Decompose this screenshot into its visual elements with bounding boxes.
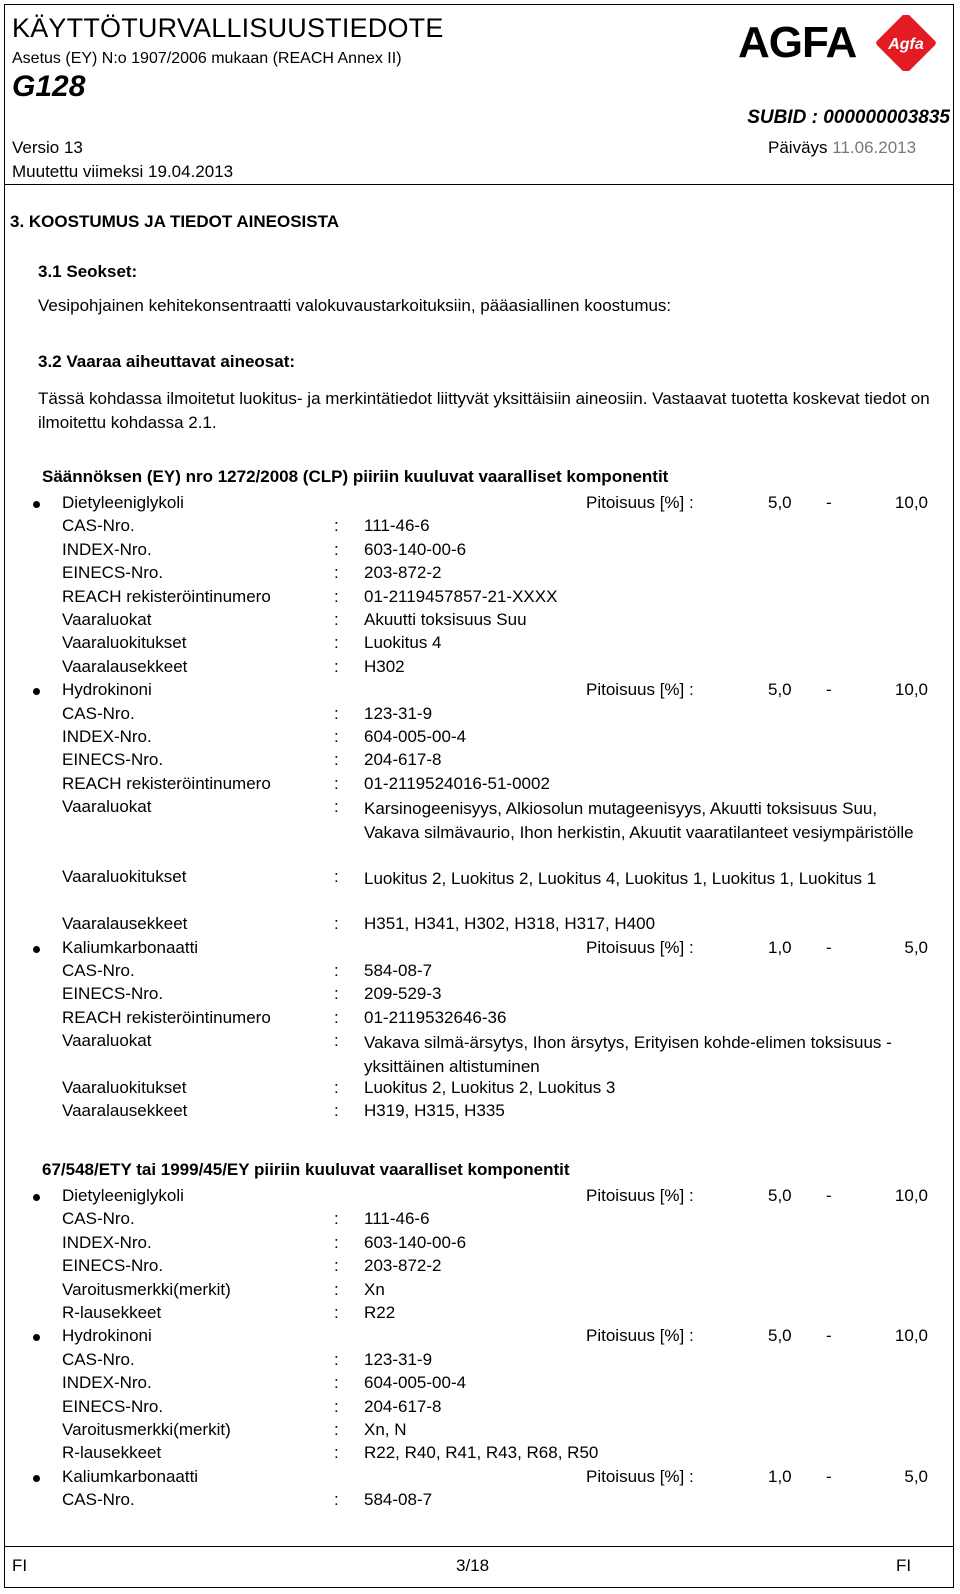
component-row [0,1326,960,1349]
property-row [0,1490,960,1513]
property-value: 111-46-6 [364,516,430,536]
concentration-low: 5,0 [768,1326,792,1346]
property-label: CAS-Nro. [62,703,135,723]
agfa-logo-text: AGFA [738,18,857,67]
property-colon: : [334,961,339,980]
property-colon: : [334,703,339,723]
concentration-label: Pitoisuus [%] : [586,680,694,700]
document-title: KÄYTTÖTURVALLISUUSTIEDOTE [12,13,444,43]
property-value: 584-08-7 [364,1490,433,1510]
property-row [0,633,960,656]
property-value: Luokitus 4 [364,633,442,653]
component-name: Hydrokinoni [62,1326,152,1346]
property-label: Vaaralausekkeet [62,656,188,676]
property-label: CAS-Nro. [62,1209,135,1229]
property-colon: : [334,1279,339,1299]
concentration-label: Pitoisuus [%] : [586,1326,694,1346]
concentration-high: 5,0 [904,1466,928,1486]
bullet-icon [33,946,40,953]
property-value: 01-2119457857-21-XXXX [364,586,558,606]
page-number: 3/18 [456,1556,490,1575]
subsection-heading-mixtures: 3.1 Seokset: [38,262,138,281]
property-row [0,750,960,773]
bullet-icon [33,1475,40,1482]
property-row [0,961,960,984]
property-row [0,797,960,867]
property-colon: : [334,1396,339,1416]
concentration-low: 1,0 [768,1466,792,1486]
property-label: EINECS-Nro. [62,984,164,1004]
property-value: 111-46-6 [364,1209,430,1229]
footer-divider [4,1546,954,1547]
document-subtitle: Asetus (EY) N:o 1907/2006 mukaan (REACH Annex II) [12,50,402,67]
property-label: Vaaralausekkeet [62,1101,188,1121]
concentration-high: 10,0 [894,680,928,700]
property-colon: : [334,1232,339,1252]
property-colon: : [334,586,339,606]
bullet-icon [33,501,40,508]
property-label: Vaaraluokitukset [62,867,187,887]
footer-language-right: FI [896,1556,912,1575]
property-row [0,1420,960,1443]
property-label: Vaaraluokat [62,1031,152,1051]
property-row [0,1233,960,1256]
property-colon: : [334,1349,339,1369]
property-colon: : [334,1420,339,1439]
property-value: Vakava silmä-ärsytys, Ihon ärsytys, Erityisen kohde-elimen toksisuus - yksittäinen altistuminen [364,1033,892,1076]
document-date [768,138,916,158]
property-colon: : [334,1078,339,1097]
property-colon: : [334,1490,339,1510]
property-colon: : [334,1031,339,1051]
header-divider [4,184,954,185]
concentration-high: 10,0 [894,1326,928,1346]
property-value: 604-005-00-4 [364,727,467,746]
property-row [0,1397,960,1420]
property-label: CAS-Nro. [62,1490,135,1510]
property-colon: : [334,914,339,934]
property-value: Akuutti toksisuus Suu [364,610,527,629]
property-value: Luokitus 2, Luokitus 2, Luokitus 3 [364,1078,616,1097]
property-row [0,1209,960,1232]
concentration-dash: - [826,937,832,957]
concentration-label: Pitoisuus [%] : [586,1186,694,1205]
property-row [0,914,960,937]
property-label: EINECS-Nro. [62,1256,164,1276]
last-modified: Muutettu viimeksi 19.04.2013 [12,162,234,181]
property-label: EINECS-Nro. [62,563,164,583]
property-value: Xn, N [364,1420,407,1439]
concentration-low: 1,0 [768,937,792,957]
property-colon: : [334,1101,339,1121]
concentration-high: 10,0 [894,1186,928,1205]
property-label: REACH rekisteröintinumero [62,1007,271,1027]
component-name: Hydrokinoni [62,680,152,700]
property-label: REACH rekisteröintinumero [62,773,271,793]
concentration-dash: - [826,1186,832,1205]
component-row [0,493,960,516]
property-value: 603-140-00-6 [364,539,467,559]
property-colon: : [334,563,339,583]
property-value: H351, H341, H302, H318, H317, H400 [364,914,656,934]
agfa-logo-badge: Agfa [888,36,924,53]
component-name: Kaliumkarbonaatti [62,1466,199,1486]
subid: SUBID : 000000003835 [747,107,950,128]
property-label: INDEX-Nro. [62,1373,152,1393]
property-value: Xn [364,1279,385,1299]
property-label: REACH rekisteröintinumero [62,586,271,606]
footer-language-left: FI [12,1556,28,1575]
property-label: Varoitusmerkki(merkit) [62,1420,231,1439]
property-row [0,540,960,563]
property-colon: : [334,773,339,793]
concentration-dash: - [826,1466,832,1486]
concentration-low: 5,0 [768,493,792,512]
property-colon: : [334,1256,339,1276]
property-label: R-lausekkeet [62,1443,162,1463]
component-row [0,1467,960,1490]
hazardous-text: Tässä kohdassa ilmoitetut luokitus- ja merkintätiedot liittyvät yksittäisiin aineosiin. Vastaavat tuotetta koskevat tiedot on ilmoitettu kohdassa 2.1. [38,389,930,432]
clp-table-title: Säännöksen (EY) nro 1272/2008 (CLP) piiriin kuuluvat vaaralliset komponentit [42,467,669,486]
property-colon: : [334,610,339,629]
property-colon: : [334,984,339,1004]
property-value: R22, R40, R41, R43, R68, R50 [364,1443,599,1463]
property-value: 123-31-9 [364,1349,433,1369]
concentration-label: Pitoisuus [%] : [586,493,694,512]
property-row [0,727,960,750]
property-colon: : [334,750,339,770]
property-row [0,1443,960,1466]
section-heading: 3. KOOSTUMUS JA TIEDOT AINEOSISTA [10,212,340,231]
property-row [0,774,960,797]
property-row [0,516,960,539]
concentration-low: 5,0 [768,1186,792,1205]
component-row [0,680,960,703]
product-code: G128 [12,70,86,103]
property-row [0,587,960,610]
property-value: 203-872-2 [364,563,442,583]
property-colon: : [334,656,339,676]
version: Versio 13 [12,138,83,157]
property-value: R22 [364,1303,396,1322]
property-row [0,867,960,914]
property-colon: : [334,1007,339,1027]
concentration-label: Pitoisuus [%] : [586,1466,694,1486]
property-label: INDEX-Nro. [62,727,152,746]
property-label: INDEX-Nro. [62,1232,152,1252]
concentration-dash: - [826,1326,832,1346]
property-value: 204-617-8 [364,1396,442,1416]
property-label: CAS-Nro. [62,1349,135,1369]
property-colon: : [334,539,339,559]
property-row [0,1350,960,1373]
property-value: 01-2119524016-51-0002 [364,773,550,793]
date-value: 11.06.2013 [832,138,917,157]
property-value: 584-08-7 [364,961,433,980]
component-name: Dietyleeniglykoli [62,1186,184,1205]
property-row [0,1256,960,1279]
property-row [0,1280,960,1303]
ety-table-title: 67/548/ETY tai 1999/45/EY piiriin kuuluvat vaaralliset komponentit [42,1160,570,1179]
property-label: EINECS-Nro. [62,750,164,770]
property-colon: : [334,633,339,653]
mixtures-text: Vesipohjainen kehitekonsentraatti valokuvaustarkoituksiin, pääasiallinen koostumus: [38,296,672,315]
property-value: H302 [364,656,405,676]
property-row [0,1008,960,1031]
property-row [0,1078,960,1101]
property-colon: : [334,1373,339,1393]
property-value: 209-529-3 [364,984,442,1004]
property-value: Karsinogeenisyys, Alkiosolun mutageenisyys, Akuutti toksisuus Suu, Vakava silmävaurio, Ihon herkistin, Akuutit vaaratilanteet vesiympäristölle [364,799,914,842]
property-value: 203-872-2 [364,1256,442,1276]
concentration-low: 5,0 [768,680,792,700]
concentration-high: 5,0 [904,937,928,957]
component-row [0,1186,960,1209]
property-label: CAS-Nro. [62,961,135,980]
property-row [0,1303,960,1326]
property-value: 01-2119532646-36 [364,1007,507,1027]
property-value: Luokitus 2, Luokitus 2, Luokitus 4, Luokitus 1, Luokitus 1, Luokitus 1 [364,869,877,889]
property-row [0,563,960,586]
property-value: 603-140-00-6 [364,1232,467,1252]
date-label: Päiväys [768,138,828,157]
agfa-logo [738,15,943,76]
property-colon: : [334,727,339,746]
property-label: INDEX-Nro. [62,539,152,559]
concentration-dash: - [826,680,832,700]
property-row [0,984,960,1007]
property-colon: : [334,867,339,887]
concentration-dash: - [826,493,832,512]
property-row [0,610,960,633]
property-value: 123-31-9 [364,703,433,723]
property-colon: : [334,797,339,817]
property-value: 604-005-00-4 [364,1373,467,1393]
property-colon: : [334,1209,339,1229]
property-label: Vaaraluokitukset [62,1078,187,1097]
component-name: Dietyleeniglykoli [62,493,184,512]
component-name: Kaliumkarbonaatti [62,937,199,957]
property-row [0,704,960,727]
property-label: EINECS-Nro. [62,1396,164,1416]
property-row [0,1031,960,1078]
subsection-heading-hazardous: 3.2 Vaaraa aiheuttavat aineosat: [38,352,296,371]
property-value: 204-617-8 [364,750,442,770]
property-row [0,1101,960,1124]
component-row [0,938,960,961]
bullet-icon [33,1194,40,1201]
property-label: Vaaralausekkeet [62,914,188,934]
concentration-label: Pitoisuus [%] : [586,937,694,957]
property-value: H319, H315, H335 [364,1101,505,1121]
property-colon: : [334,1303,339,1322]
bullet-icon [33,1334,40,1341]
property-label: CAS-Nro. [62,516,135,536]
concentration-high: 10,0 [894,493,928,512]
property-label: Vaaraluokitukset [62,633,187,653]
property-label: Vaaraluokat [62,797,152,817]
bullet-icon [33,688,40,695]
property-colon: : [334,1443,339,1463]
property-label: R-lausekkeet [62,1303,162,1322]
property-row [0,1373,960,1396]
property-row [0,657,960,680]
property-colon: : [334,516,339,536]
property-label: Vaaraluokat [62,610,152,629]
property-label: Varoitusmerkki(merkit) [62,1279,231,1299]
